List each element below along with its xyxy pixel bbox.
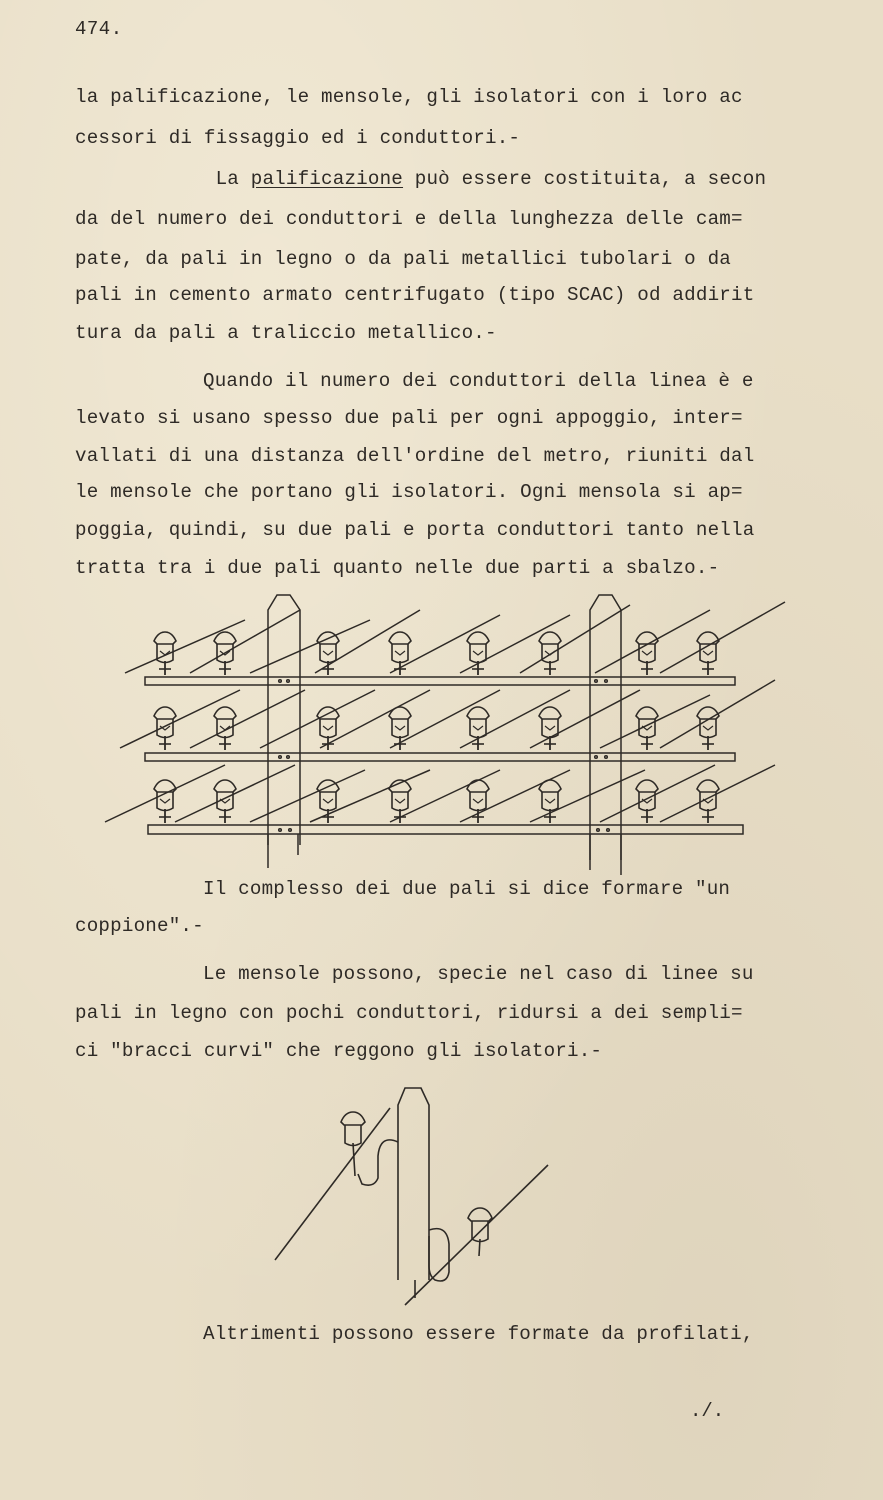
paragraph-2-line-1 <box>75 168 766 190</box>
double-pole-drawing <box>100 590 790 880</box>
curved-arms-drawing <box>265 1080 565 1310</box>
figure-curved-arms <box>265 1080 565 1310</box>
paragraph-4-line-1: Il complesso dei due pali si dice formare "un <box>203 878 731 900</box>
paragraph-5-line-2: pali in legno con pochi conduttori, ridursi a dei sempli= <box>75 1002 743 1024</box>
paragraph-3-line-5: poggia, quindi, su due pali e porta conduttori tanto nella <box>75 519 755 541</box>
paragraph-3-line-6: tratta tra i due pali quanto nelle due parti a sbalzo.- <box>75 557 720 579</box>
paragraph-6-line-1: Altrimenti possono essere formate da profilati, <box>203 1323 754 1345</box>
paragraph-5-line-3: ci "bracci curvi" che reggono gli isolatori.- <box>75 1040 603 1062</box>
paragraph-3-line-1: Quando il numero dei conduttori della linea è e <box>203 370 754 392</box>
paragraph-2-line-2: da del numero dei conduttori e della lunghezza delle cam= <box>75 208 743 230</box>
paragraph-2-line-3: pate, da pali in legno o da pali metallici tubolari o da <box>75 248 732 270</box>
paragraph-2-line-5: tura da pali a traliccio metallico.- <box>75 322 497 344</box>
paragraph-3-line-2: levato si usano spesso due pali per ogni appoggio, inter= <box>75 407 743 429</box>
underlined-term-palificazione: palificazione <box>250 168 404 190</box>
paragraph-5-line-1: Le mensole possono, specie nel caso di linee su <box>203 963 754 985</box>
paragraph-2-line-1-rest: può essere costituita, a secon <box>403 168 767 190</box>
paragraph-3-line-4: le mensole che portano gli isolatori. Ogni mensola si ap= <box>75 481 743 503</box>
paragraph-2-line-4: pali in cemento armato centrifugato (tipo SCAC) od addirit <box>75 284 755 306</box>
continuation-mark: ./. <box>690 1400 725 1422</box>
page-number: 474. <box>75 18 123 40</box>
paragraph-1-line-2: cessori di fissaggio ed i conduttori.- <box>75 127 521 149</box>
paragraph-4-line-2: coppione".- <box>75 915 204 937</box>
paragraph-1-line-1: la palificazione, le mensole, gli isolatori con i loro ac <box>75 86 743 108</box>
figure-double-pole-crossarms <box>100 590 790 880</box>
indent-spacer <box>75 168 216 190</box>
paragraph-3-line-3: vallati di una distanza dell'ordine del metro, riuniti dal <box>75 445 755 467</box>
paragraph-2-lead: La <box>215 168 251 190</box>
